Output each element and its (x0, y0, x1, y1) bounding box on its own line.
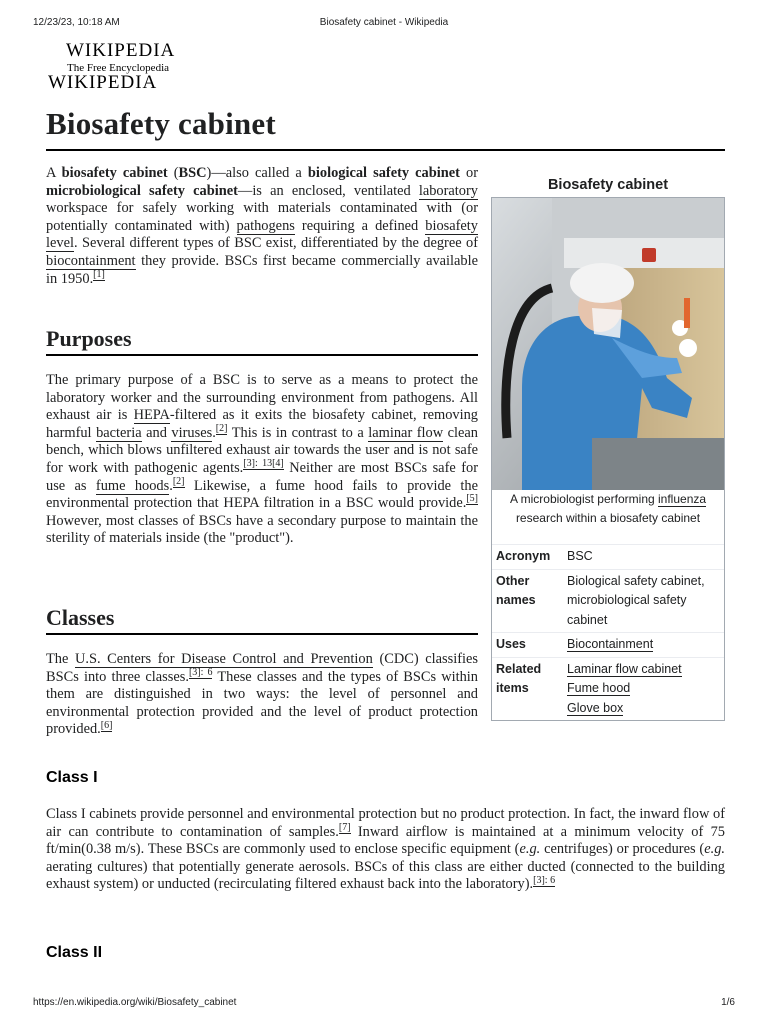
infobox (491, 175, 725, 721)
bold-term: BSC (178, 165, 207, 181)
link-laminar-flow-cabinet[interactable]: Laminar flow cabinet (567, 661, 682, 676)
reference-1[interactable]: [1] (93, 268, 105, 280)
text: These classes and the types of BSCs within them are distinguished in two ways: the level of personnel and environmental protection provided and the level of product protection provided. (46, 668, 478, 738)
link-fume-hood[interactable]: Fume hood (567, 681, 631, 695)
reference-2b[interactable]: [2] (172, 475, 185, 487)
link-bacteria[interactable]: bacteria (96, 424, 142, 441)
intro-paragraph (46, 165, 478, 288)
reference-5[interactable]: [5] (466, 493, 478, 505)
microbiologist-photo (492, 198, 724, 490)
text: The (46, 651, 75, 667)
text: workspace for safely working with materials contaminated with (or potentially contaminated with) (46, 200, 478, 234)
title-divider (46, 149, 725, 151)
reference-3[interactable]: [3]: 13 (243, 458, 273, 470)
reference-link[interactable] (173, 476, 185, 488)
section-heading-classes: Classes (46, 605, 115, 630)
value-text: Biological safety cabinet, microbiological safety cabinet (567, 573, 705, 627)
infobox-value (567, 635, 724, 655)
wikipedia-logo[interactable] (48, 40, 216, 93)
text: However, most classes of BSCs have a secondary purpose to maintain the sterility of materials inside (the "product"). (46, 512, 478, 547)
text: (CDC) classifies BSCs into three classes. (46, 651, 478, 685)
link-viruses[interactable]: viruses (171, 424, 213, 441)
link-biocontainment-infobox[interactable]: Biocontainment (567, 637, 654, 651)
infobox-row-acronym (492, 544, 724, 569)
print-footer (33, 997, 735, 1011)
text: aerating cultures) that potentially generate aerosols. BSCs of this class are either ducted (connected to the building exhaust system) or unducted (recirculating filtered exhaust back into the laboratory). (46, 858, 725, 893)
text: )—also called a (206, 165, 308, 181)
reference-link[interactable] (533, 875, 555, 887)
reference-link[interactable] (189, 667, 213, 679)
infobox-table (491, 197, 725, 721)
text: or (459, 165, 478, 181)
logo-wordmark-secondary: WIKIPEDIA (48, 72, 158, 93)
print-page-number: 1/6 (721, 997, 735, 1008)
reference-link[interactable] (101, 720, 113, 732)
reference-link[interactable] (243, 458, 283, 470)
infobox-value (567, 572, 724, 631)
link-laboratory[interactable]: laboratory (418, 182, 478, 199)
print-page-title: Biosafety cabinet - Wikipedia (319, 17, 449, 28)
print-datetime: 12/23/23, 10:18 AM (33, 17, 120, 28)
text: Likewise, a fume hood fails to provide the environmental protection that HEPA filtration in a BSC would provide. (46, 477, 478, 512)
text: and (141, 424, 172, 441)
link-biosafety-level[interactable]: biosafety level (46, 217, 478, 252)
infobox-label: Related items (496, 661, 542, 695)
text: Neither are most BSCs safe for use as (46, 459, 478, 494)
link-pathogens[interactable]: pathogens (236, 217, 295, 234)
text: research within a biosafety cabinet (515, 511, 701, 525)
italic-text: e.g. (519, 841, 541, 858)
infobox-label: Other names (496, 573, 536, 607)
reference-link[interactable] (466, 493, 478, 505)
text: they provide. BSCs first became commercially available in 1950. (46, 252, 478, 287)
reference-3b[interactable]: [3]: 6 (188, 666, 213, 678)
text: —is an enclosed, ventilated (237, 182, 419, 199)
text: . (169, 477, 173, 494)
text: The primary purpose of a BSC is to serve as a means to protect the laboratory worker and the surrounding environment from pathogens. All exhaust air is (46, 372, 478, 424)
bold-term: microbiological safety cabinet (46, 182, 238, 199)
infobox-caption (492, 490, 724, 544)
infobox-value (567, 660, 724, 719)
italic-text: e.g. (704, 841, 725, 858)
reference-7[interactable]: [7] (338, 821, 351, 833)
infobox-label: Uses (496, 637, 526, 651)
infobox-row-other-names (492, 569, 724, 633)
infobox-value (567, 547, 724, 567)
infobox-row-uses (492, 632, 724, 657)
text: A microbiologist performing (509, 492, 658, 506)
text: centrifuges) or procedures ( (540, 841, 705, 858)
text: ( (167, 165, 179, 181)
bold-term: biosafety cabinet (61, 165, 168, 181)
print-header (33, 17, 735, 31)
link-cdc[interactable]: U.S. Centers for Disease Control and Prevention (74, 651, 373, 667)
page-title: Biosafety cabinet (46, 106, 276, 141)
link-influenza[interactable]: influenza (658, 492, 707, 506)
link-biocontainment[interactable]: biocontainment (46, 252, 136, 269)
reference-link[interactable] (216, 423, 228, 435)
link-hepa[interactable]: HEPA (133, 407, 170, 424)
reference-4[interactable]: [4] (272, 458, 284, 470)
infobox-image[interactable] (492, 198, 724, 490)
logo-wordmark: WIKIPEDIA (66, 40, 176, 61)
logo-tagline: The Free Encyclopedia (67, 62, 170, 74)
value-text: BSC (567, 549, 593, 563)
infobox-row-related-items (492, 657, 724, 721)
reference-link[interactable] (339, 822, 351, 834)
text: . (212, 424, 216, 441)
class-i-paragraph (46, 806, 725, 894)
section-divider (46, 633, 478, 635)
subsection-heading-class-ii: Class II (46, 944, 103, 961)
infobox-title: Biosafety cabinet (547, 177, 669, 193)
reference-6[interactable]: [6] (100, 719, 113, 731)
text: A (46, 165, 62, 181)
link-fume-hoods[interactable]: fume hoods (95, 477, 170, 494)
text: -filtered as it exits the biosafety cabinet, removing harmful (46, 407, 478, 441)
purposes-paragraph (46, 372, 478, 548)
text: clean bench, which blows unfiltered exhaust air towards the user and is not safe for work with pathogenic agents. (46, 424, 478, 476)
subsection-heading-class-i: Class I (46, 769, 98, 786)
reference-3c[interactable]: [3]: 6 (533, 874, 556, 886)
text: requiring a defined (294, 217, 426, 234)
bold-term: biological safety cabinet (307, 165, 460, 181)
text: This is in contrast to a (227, 424, 369, 441)
infobox-label: Acronym (496, 549, 551, 563)
reference-2[interactable]: [2] (215, 422, 228, 434)
link-glove-box[interactable]: Glove box (567, 700, 624, 715)
reference-link[interactable] (93, 269, 105, 281)
link-laminar-flow[interactable]: laminar flow (368, 424, 444, 441)
text: Inward airflow is maintained at a minimum velocity of 75 ft/min(0.38 m/s). These BSCs are commonly used to enclose specific equipment ( (46, 823, 726, 858)
classes-paragraph (46, 651, 478, 739)
section-divider (46, 354, 478, 356)
text: Class I cabinets provide personnel and environmental protection but no product protection. In fact, the inward flow of air can contribute to contamination of samples. (46, 806, 725, 840)
section-heading-purposes: Purposes (46, 326, 132, 351)
print-url: https://en.wikipedia.org/wiki/Biosafety_cabinet (33, 997, 237, 1008)
text: . Several different types of BSC exist, differentiated by the degree of (73, 235, 478, 252)
